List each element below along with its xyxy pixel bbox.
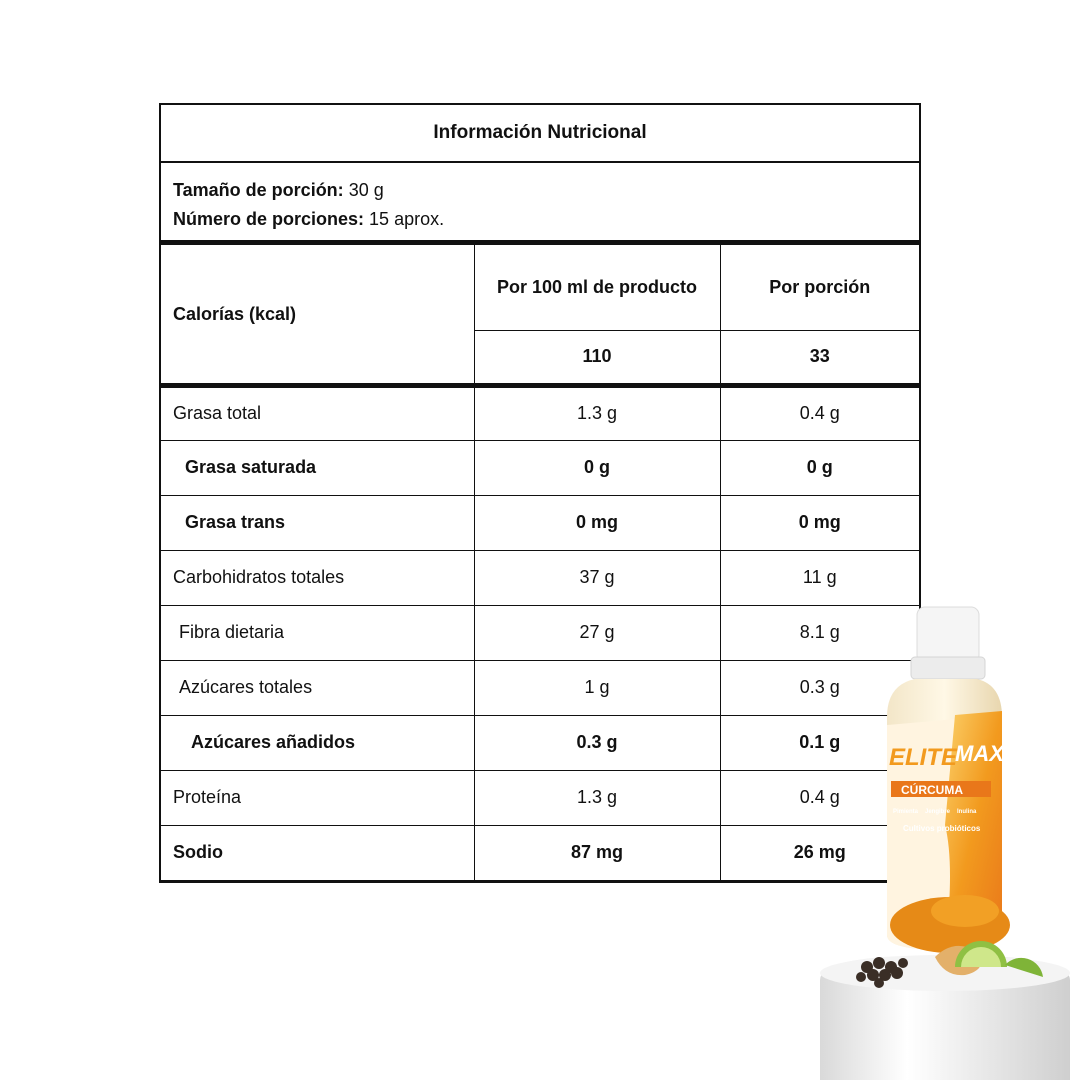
- nutrient-per-serving: 8.1 g: [720, 605, 919, 660]
- servings-count-label: Número de porciones:: [173, 209, 365, 229]
- tag-1: Pimienta: [893, 809, 919, 815]
- nutrient-per100: 0 g: [474, 440, 720, 495]
- nutrient-per100: 0.3 g: [474, 715, 720, 770]
- nutrient-per100: 1 g: [474, 660, 720, 715]
- table-row: [161, 550, 919, 605]
- tag-2: Jengibre: [925, 809, 951, 815]
- nutrient-per-serving: 26 mg: [720, 825, 919, 880]
- brand-text-2: MAX: [955, 741, 1004, 766]
- table-row: [161, 440, 919, 495]
- column-header-per100: Por 100 ml de producto: [474, 245, 720, 330]
- nutrient-label: Carbohidratos totales: [161, 550, 474, 605]
- nutrient-per-serving: 0.1 g: [720, 715, 919, 770]
- calories-label: Calorías (kcal): [161, 245, 474, 385]
- nutrient-per-serving: 0.4 g: [720, 385, 919, 440]
- cap-ring: [911, 657, 985, 679]
- subtitle-text: Cultivos probióticos: [903, 824, 981, 833]
- column-header-per-serving: Por porción: [720, 245, 919, 330]
- nutrient-per100: 87 mg: [474, 825, 720, 880]
- nutrient-per-serving: 0.3 g: [720, 660, 919, 715]
- nutrient-per-serving: 0 g: [720, 440, 919, 495]
- tag-3: Inulina: [957, 809, 977, 815]
- brand-text: ELITE: [889, 744, 958, 771]
- product-image: [805, 605, 1080, 1080]
- bottle-cap: [917, 607, 979, 663]
- nutrient-per100: 0 mg: [474, 495, 720, 550]
- nutrient-label: Fibra dietaria: [161, 605, 474, 660]
- calories-per100: 110: [474, 330, 720, 385]
- servings-count-value: 15 aprox.: [369, 209, 445, 229]
- nutrient-per100: 37 g: [474, 550, 720, 605]
- table-row: [161, 385, 919, 440]
- header-row: [161, 245, 919, 330]
- nutrient-per100: 1.3 g: [474, 770, 720, 825]
- nutrient-per-serving: 0 mg: [720, 495, 919, 550]
- nutrient-per100: 27 g: [474, 605, 720, 660]
- serving-info: [161, 163, 919, 245]
- nutrient-label: Grasa total: [161, 385, 474, 440]
- nutrient-label: Grasa saturada: [161, 440, 474, 495]
- flavor-text: CÚRCUMA: [901, 783, 963, 797]
- nutrient-per-serving: 11 g: [720, 550, 919, 605]
- nutrient-label: Sodio: [161, 825, 474, 880]
- nutrient-label: Grasa trans: [161, 495, 474, 550]
- serving-size-label: Tamaño de porción:: [173, 180, 344, 200]
- nutrient-label: Azúcares añadidos: [161, 715, 474, 770]
- nutrient-per-serving: 0.4 g: [720, 770, 919, 825]
- serving-size-line: [173, 176, 907, 205]
- nutrient-per100: 1.3 g: [474, 385, 720, 440]
- serving-size-value: 30 g: [348, 180, 384, 200]
- table-row: [161, 495, 919, 550]
- nutrient-label: Azúcares totales: [161, 660, 474, 715]
- calories-per-serving: 33: [720, 330, 919, 385]
- nutrient-label: Proteína: [161, 770, 474, 825]
- servings-count-line: [173, 205, 907, 234]
- panel-title: Información Nutricional: [161, 105, 919, 163]
